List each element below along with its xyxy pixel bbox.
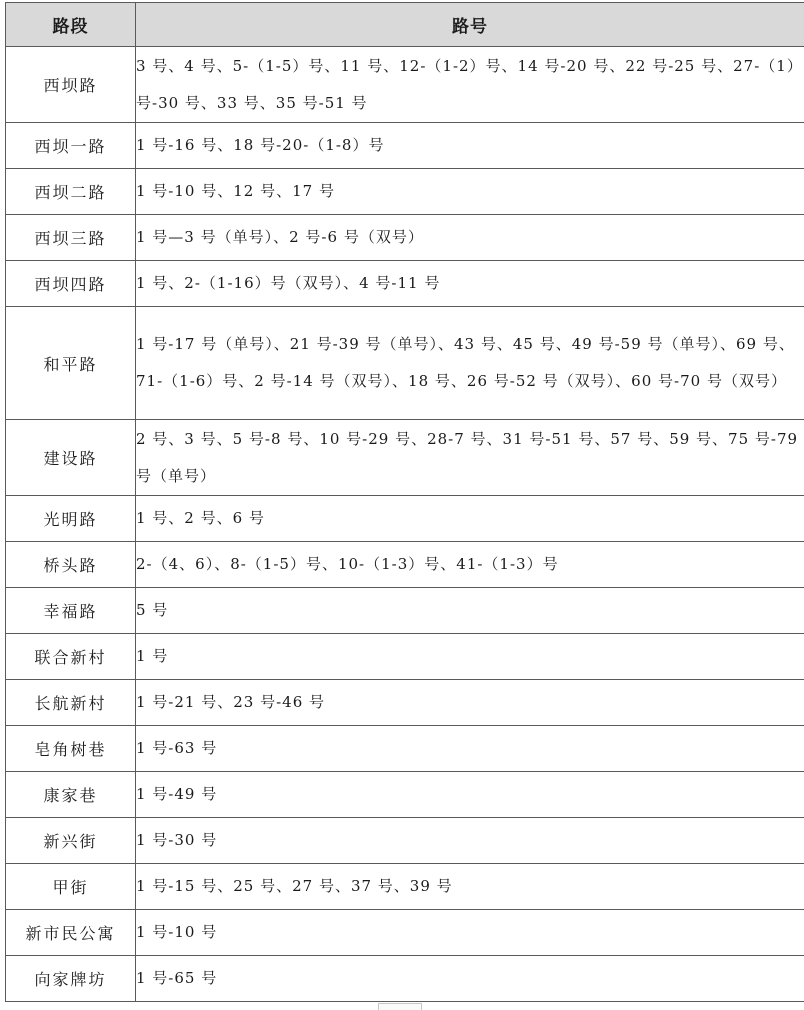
road-name-cell: 甲街: [6, 864, 136, 910]
street-number-table: [5, 2, 804, 1002]
road-name-cell: 西坝路: [6, 47, 136, 123]
road-numbers-cell: 2 号、3 号、5 号-8 号、10 号-29 号、28-7 号、31 号-51 号、57 号、59 号、75 号-79 号（单号）: [136, 420, 804, 496]
road-name-cell: 新兴街: [6, 818, 136, 864]
table-row: [6, 307, 804, 420]
road-numbers-cell: 1 号-15 号、25 号、27 号、37 号、39 号: [136, 864, 804, 910]
table-row: [6, 956, 804, 1002]
table-row: [6, 680, 804, 726]
road-numbers-cell: 3 号、4 号、5-（1-5）号、11 号、12-（1-2）号、14 号-20 号、22 号-25 号、27-（1）号-30 号、33 号、35 号-51 号: [136, 47, 804, 123]
road-name-cell: 长航新村: [6, 680, 136, 726]
road-name-cell: 西坝一路: [6, 123, 136, 169]
page-scroll-tab[interactable]: [378, 1003, 422, 1010]
table-row: [6, 634, 804, 680]
road-numbers-cell: 1 号-16 号、18 号-20-（1-8）号: [136, 123, 804, 169]
table-row: [6, 169, 804, 215]
road-numbers-cell: 1 号—3 号（单号）、2 号-6 号（双号）: [136, 215, 804, 261]
table-row: [6, 420, 804, 496]
road-numbers-cell: 1 号-63 号: [136, 726, 804, 772]
table-row: [6, 496, 804, 542]
road-name-cell: 向家牌坊: [6, 956, 136, 1002]
road-name-cell: 西坝三路: [6, 215, 136, 261]
table-row: [6, 261, 804, 307]
road-name-cell: 皂角树巷: [6, 726, 136, 772]
table-row: [6, 47, 804, 123]
road-name-cell: 康家巷: [6, 772, 136, 818]
road-numbers-cell: 2-（4、6）、8-（1-5）号、10-（1-3）号、41-（1-3）号: [136, 542, 804, 588]
column-header-numbers: 路号: [136, 3, 804, 47]
road-numbers-cell: 1 号-21 号、23 号-46 号: [136, 680, 804, 726]
road-name-cell: 新市民公寓: [6, 910, 136, 956]
road-numbers-cell: 1 号-30 号: [136, 818, 804, 864]
table-row: [6, 864, 804, 910]
table-row: [6, 910, 804, 956]
road-numbers-cell: 5 号: [136, 588, 804, 634]
table-row: [6, 772, 804, 818]
road-name-cell: 桥头路: [6, 542, 136, 588]
table-row: [6, 123, 804, 169]
road-numbers-cell: 1 号-49 号: [136, 772, 804, 818]
road-name-cell: 光明路: [6, 496, 136, 542]
road-name-cell: 建设路: [6, 420, 136, 496]
road-name-cell: 联合新村: [6, 634, 136, 680]
table-row: [6, 588, 804, 634]
table-row: [6, 726, 804, 772]
road-name-cell: 和平路: [6, 307, 136, 420]
road-numbers-cell: 1 号-10 号: [136, 910, 804, 956]
road-numbers-cell: 1 号-17 号（单号）、21 号-39 号（单号）、43 号、45 号、49 号-59 号（单号）、69 号、71-（1-6）号、2 号-14 号（双号）、18 号、26 号-52 号（双号）、60 号-70 号（双号）: [136, 307, 804, 420]
road-numbers-cell: 1 号-10 号、12 号、17 号: [136, 169, 804, 215]
column-header-road: 路段: [6, 3, 136, 47]
road-numbers-cell: 1 号、2-（1-16）号（双号）、4 号-11 号: [136, 261, 804, 307]
road-numbers-cell: 1 号、2 号、6 号: [136, 496, 804, 542]
road-name-cell: 西坝四路: [6, 261, 136, 307]
road-name-cell: 幸福路: [6, 588, 136, 634]
road-numbers-cell: 1 号-65 号: [136, 956, 804, 1002]
road-name-cell: 西坝二路: [6, 169, 136, 215]
table-row: [6, 542, 804, 588]
road-numbers-cell: 1 号: [136, 634, 804, 680]
table-row: [6, 818, 804, 864]
table-header-row: [6, 3, 804, 47]
table-row: [6, 215, 804, 261]
